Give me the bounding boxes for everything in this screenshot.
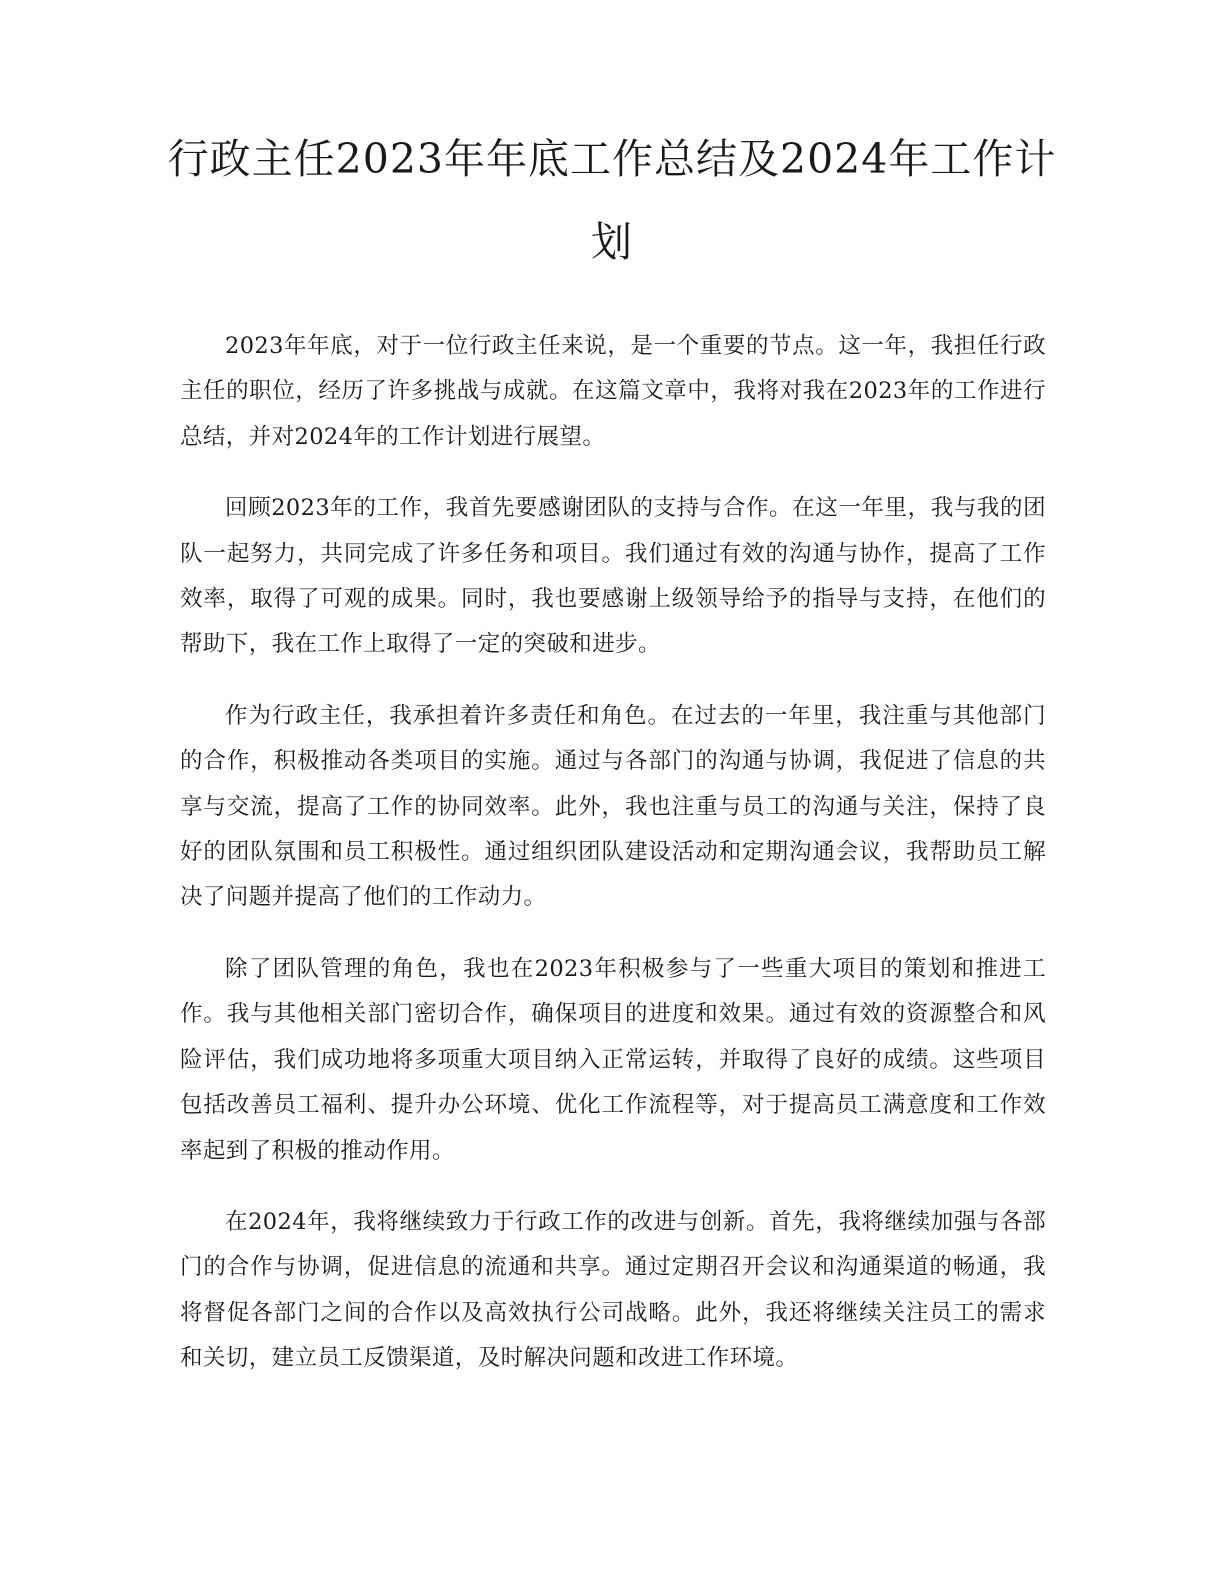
- paragraph-review: 回顾2023年的工作，我首先要感谢团队的支持与合作。在这一年里，我与我的团队一起努力，共同完成了许多任务和项目。我们通过有效的沟通与协作，提高了工作效率，取得了可观的成果。同时，我也要感谢上级领导给予的指导与支持，在他们的帮助下，我在工作上取得了一定的突破和进步。: [180, 495, 1046, 658]
- document-body: [180, 324, 1046, 1408]
- paragraph-projects: 除了团队管理的角色，我也在2023年积极参与了一些重大项目的策划和推进工作。我与其他相关部门密切合作，确保项目的进度和效果。通过有效的资源整合和风险评估，我们成功地将多项重大项目纳入正常运转，并取得了良好的成绩。这些项目包括改善员工福利、提升办公环境、优化工作流程等，对于提高员工满意度和工作效率起到了积极的推动作用。: [180, 955, 1046, 1164]
- paragraph-2024-plan: 在2024年，我将继续致力于行政工作的改进与创新。首先，我将继续加强与各部门的合作与协调，促进信息的流通和共享。通过定期召开会议和沟通渠道的畅通，我将督促各部门之间的合作以及高效执行公司战略。此外，我还将继续关注员工的需求和关切，建立员工反馈渠道，及时解决问题和改进工作环境。: [180, 1208, 1046, 1372]
- document-title: 行政主任2023年年底工作总结及2024年工作计划: [167, 135, 1057, 266]
- paragraph-responsibilities: 作为行政主任，我承担着许多责任和角色。在过去的一年里，我注重与其他部门的合作，积极推动各类项目的实施。通过与各部门的沟通与协调，我促进了信息的共享与交流，提高了工作的协同效率。此外，我也注重与员工的沟通与关注，保持了良好的团队氛围和员工积极性。通过组织团队建设活动和定期沟通会议，我帮助员工解决了问题并提高了他们的工作动力。: [180, 702, 1046, 911]
- paragraph-intro: 2023年年底，对于一位行政主任来说，是一个重要的节点。这一年，我担任行政主任的职位，经历了许多挑战与成就。在这篇文章中，我将对我在2023年的工作进行总结，并对2024年的工作计划进行展望。: [180, 333, 1046, 450]
